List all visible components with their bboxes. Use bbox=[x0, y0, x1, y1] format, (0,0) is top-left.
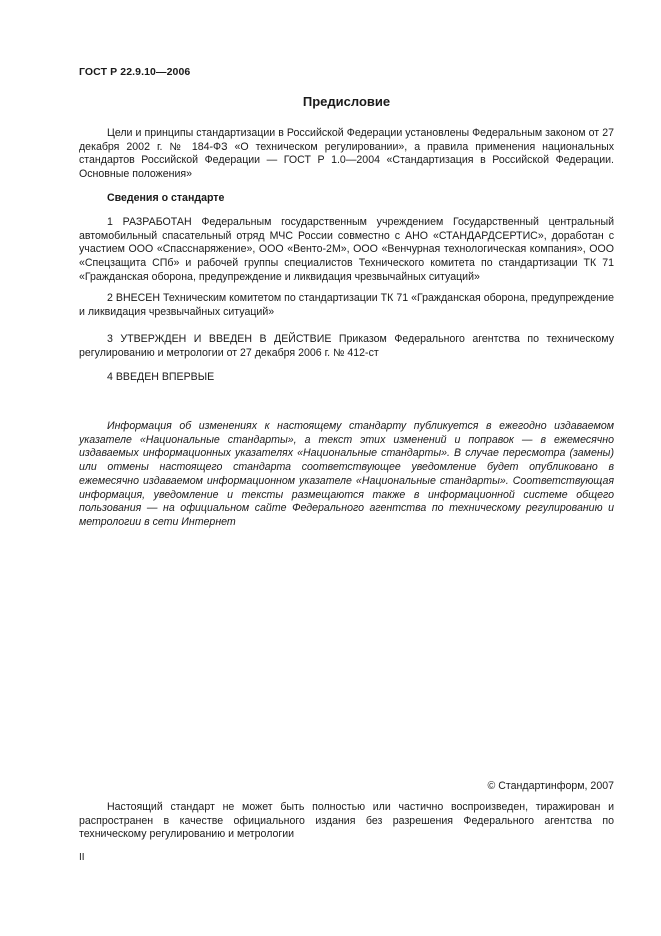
page-number: II bbox=[79, 852, 85, 863]
copyright-line: © Стандартинформ, 2007 bbox=[487, 780, 614, 792]
intro-paragraph: Цели и принципы стандартизации в Российской Федерации установлены Федеральным законом от 27 декабря 2002 г. № 184-ФЗ «О техническом регулировании», а правила применения национальных стандартов Российской Федерации — ГОСТ Р 1.0—2004 «Стандартизация в Российской Федерации. Основные положения» bbox=[79, 127, 614, 181]
item-1-paragraph: 1 РАЗРАБОТАН Федеральным государственным учреждением Государственный центральный автомобильный спасательный отряд МЧС России совместно с АНО «СТАНДАРДСЕРТИС», доработан с участием ООО «Спасснаряжение», ООО «Венто-2М», ООО «Венчурная технологическая компания», ООО «Спецзащита СПб» и рабочей группы специалистов Технического комитета по стандартизации ТК 71 «Гражданская оборона, предупреждение и ликвидация чрезвычайных ситуаций» bbox=[79, 216, 614, 283]
info-heading: Сведения о стандарте bbox=[107, 192, 225, 204]
amendments-note-paragraph: Информация об изменениях к настоящему стандарту публикуется в ежегодно издаваемом указателе «Национальные стандарты», а текст этих изменений и поправок — в ежемесячно издаваемых информационных указателях «Национальные стандарты». В случае пересмотра (замены) или отмены настоящего стандарта соответствующее уведомление будет опубликовано в ежемесячно издаваемом информационном указателе «Национальные стандарты». Соответствующая информация, уведомление и тексты размещаются также в информационной системе общего пользования — на официальном сайте Федерального агентства по техническому регулированию и метрологии в сети Интернет bbox=[79, 420, 614, 528]
document-code-header: ГОСТ Р 22.9.10—2006 bbox=[79, 66, 191, 78]
page-title: Предисловие bbox=[302, 94, 391, 109]
item-3-paragraph: 3 УТВЕРЖДЕН И ВВЕДЕН В ДЕЙСТВИЕ Приказом Федерального агентства по техническому регулированию и метрологии от 27 декабря 2006 г. № 412-ст bbox=[79, 333, 614, 359]
item-2-paragraph: 2 ВНЕСЕН Техническим комитетом по стандартизации ТК 71 «Гражданская оборона, предупреждение и ликвидация чрезвычайных ситуаций» bbox=[79, 292, 614, 318]
item-4-paragraph: 4 ВВЕДЕН ВПЕРВЫЕ bbox=[107, 371, 215, 383]
reproduction-notice-paragraph: Настоящий стандарт не может быть полностью или частично воспроизведен, тиражирован и распространен в качестве официального издания без разрешения Федерального агентства по техническому регулированию и метрологии bbox=[79, 801, 614, 841]
